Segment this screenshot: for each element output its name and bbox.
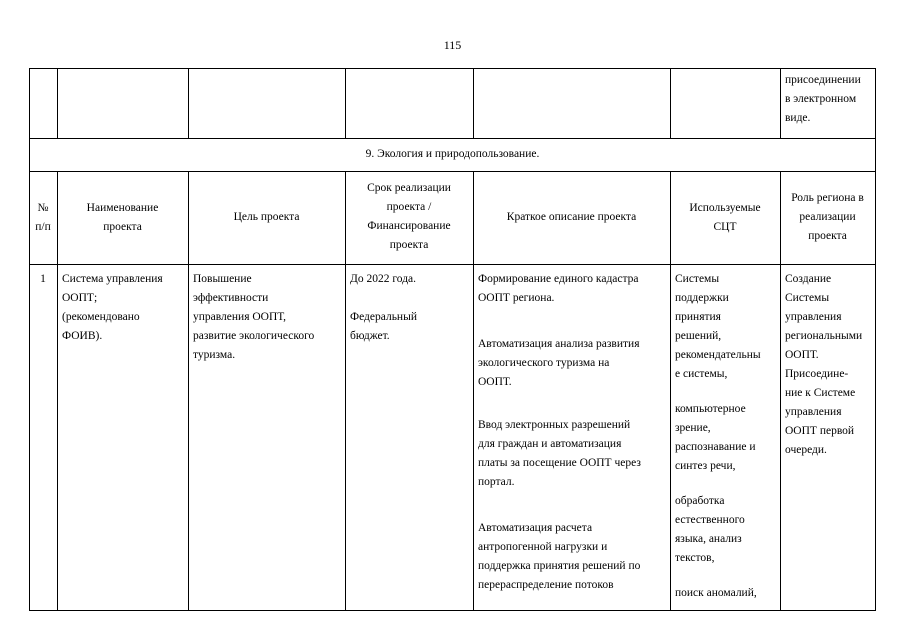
header-line: реализации <box>799 211 856 223</box>
tech-line: рекомендательны <box>675 349 761 361</box>
desc-line: ООПТ. <box>478 376 512 388</box>
name-line: ООПТ; <box>62 292 98 304</box>
desc-line: Ввод электронных разрешений <box>478 419 631 431</box>
role-line: ние к Системе <box>785 387 856 399</box>
desc-line: Автоматизация анализа развития <box>478 338 640 350</box>
header-term <box>345 179 473 255</box>
header-line: Цель проекта <box>233 211 300 223</box>
header-line: проекта <box>808 230 847 242</box>
header-line: проекта <box>103 221 142 233</box>
row-goal <box>193 270 343 365</box>
desc-line: Формирование единого кадастра <box>478 273 639 285</box>
funding-line: бюджет. <box>350 330 390 342</box>
column-divider <box>29 68 30 138</box>
column-divider <box>57 68 58 138</box>
tech-line: решений, <box>675 330 722 342</box>
header-name <box>57 199 188 237</box>
header-line: проекта <box>389 239 429 251</box>
tech-line: поиск аномалий, <box>675 587 757 599</box>
tech-line: распознавание и <box>675 441 756 453</box>
goal-line: Повышение <box>193 273 252 285</box>
column-divider <box>875 68 876 138</box>
role-line: Системы <box>785 292 830 304</box>
continuation-line: присоединении <box>785 74 861 86</box>
desc-line: ООПТ региона. <box>478 292 555 304</box>
header-line: СЦТ <box>713 221 737 233</box>
desc-line: для граждан и автоматизация <box>478 438 622 450</box>
row-divider <box>29 138 876 139</box>
tech-line: естественного <box>675 514 745 526</box>
role-line: управления <box>785 311 842 323</box>
role-line: Создание <box>785 273 832 285</box>
tech-line: поддержки <box>675 292 729 304</box>
desc-paragraph <box>478 270 639 308</box>
header-line: Срок реализации <box>367 182 451 194</box>
name-line: ФОИВ). <box>62 330 103 342</box>
header-num <box>29 199 57 237</box>
tech-line: принятия <box>675 311 721 323</box>
desc-line: портал. <box>478 476 515 488</box>
page-number: 115 <box>443 38 462 52</box>
desc-line: антропогенной нагрузки и <box>478 541 608 553</box>
desc-paragraph <box>478 519 640 595</box>
table-top-border <box>29 68 876 69</box>
term-line: До 2022 года. <box>350 273 417 285</box>
tech-group <box>675 270 761 384</box>
desc-paragraph <box>478 416 641 492</box>
desc-line: поддержка принятия решений по <box>478 560 641 572</box>
name-line: (рекомендовано <box>62 311 140 323</box>
name-line: Система управления <box>62 273 163 285</box>
row-term <box>350 270 471 346</box>
desc-line: платы за посещение ООПТ через <box>478 457 641 469</box>
table-bottom-border <box>29 610 876 611</box>
goal-line: управления ООПТ, <box>193 311 287 323</box>
tech-line: обработка <box>675 495 725 507</box>
tech-line: языка, анализ <box>675 533 742 545</box>
column-divider <box>473 171 474 610</box>
header-goal <box>188 208 345 227</box>
header-line: Финансирование <box>367 220 451 232</box>
header-line: Краткое описание проекта <box>506 211 637 223</box>
role-line: очереди. <box>785 444 827 456</box>
header-line: Используемые <box>689 202 761 214</box>
funding-line: Федеральный <box>350 311 417 323</box>
column-divider <box>188 171 189 610</box>
header-tech <box>670 199 780 237</box>
header-line: п/п <box>35 221 51 233</box>
row-role <box>785 270 875 460</box>
header-line: № <box>37 202 49 214</box>
desc-line: Автоматизация расчета <box>478 522 593 534</box>
column-divider <box>473 68 474 138</box>
role-line: управления <box>785 406 842 418</box>
row-name <box>62 270 186 346</box>
header-role <box>780 189 875 246</box>
section-title: 9. Экология и природопользование. <box>365 148 540 160</box>
tech-group <box>675 492 745 568</box>
goal-line: туризма. <box>193 349 236 361</box>
row-divider <box>29 264 876 265</box>
goal-line: развитие экологического <box>193 330 315 342</box>
desc-paragraph <box>478 335 640 392</box>
column-divider <box>780 68 781 138</box>
role-line: ООПТ. <box>785 349 819 361</box>
column-divider <box>345 68 346 138</box>
tech-line: синтез речи, <box>675 460 736 472</box>
tech-line: компьютерное <box>675 403 746 415</box>
goal-line: эффективности <box>193 292 269 304</box>
tech-line: е системы, <box>675 368 728 380</box>
tech-line: текстов, <box>675 552 715 564</box>
spacer <box>350 289 471 308</box>
continuation-cell <box>785 71 875 128</box>
desc-line: перераспределение потоков <box>478 579 614 591</box>
header-line: проекта / <box>386 201 432 213</box>
tech-line: Системы <box>675 273 720 285</box>
role-line: Присоедине- <box>785 368 849 380</box>
desc-line: экологического туризма на <box>478 357 610 369</box>
tech-group <box>675 400 756 476</box>
column-divider <box>188 68 189 138</box>
row-divider <box>29 171 876 172</box>
continuation-line: в электронном <box>785 93 857 105</box>
tech-line: зрение, <box>675 422 711 434</box>
tech-group <box>675 584 757 603</box>
column-divider <box>875 171 876 610</box>
row-num: 1 <box>40 273 46 285</box>
role-line: ООПТ первой <box>785 425 855 437</box>
role-line: региональными <box>785 330 863 342</box>
header-line: Роль региона в <box>791 192 864 204</box>
column-divider <box>670 68 671 138</box>
header-line: Наименование <box>86 202 159 214</box>
header-desc <box>473 208 670 227</box>
continuation-line: виде. <box>785 112 811 124</box>
